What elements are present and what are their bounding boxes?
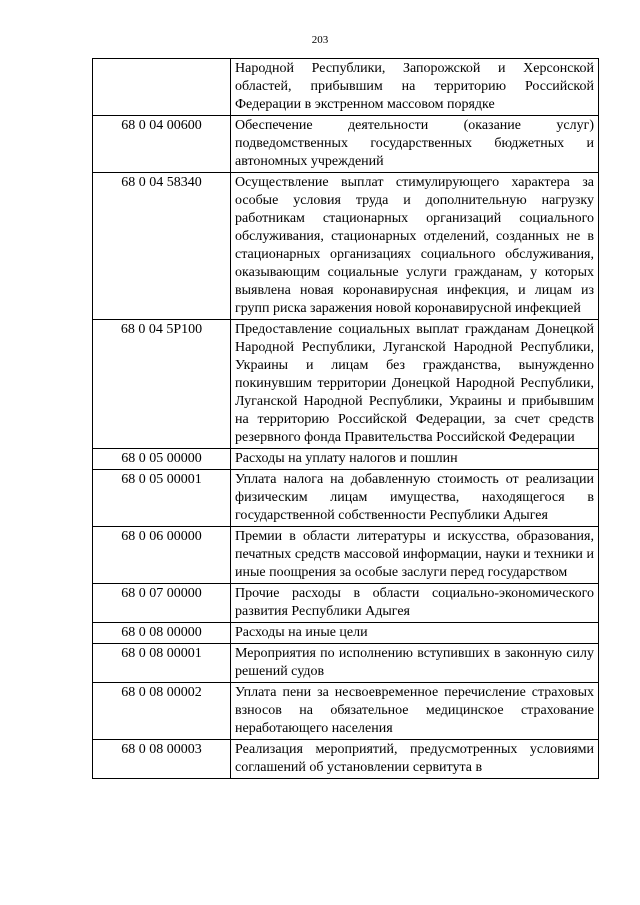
table-row [93, 623, 599, 644]
description-cell: Премии в области литературы и искусства, образования, печатных средств массовой информации, науки и техники и иные поощрения за особые заслуги перед государством [231, 527, 599, 584]
code-cell [93, 59, 231, 116]
table-row [93, 644, 599, 683]
table-row [93, 116, 599, 173]
description-cell: Народной Республики, Запорожской и Херсонской областей, прибывшим на территорию Российской Федерации в экстренном массовом порядке [231, 59, 599, 116]
description-cell: Обеспечение деятельности (оказание услуг) подведомственных государственных бюджетных и автономных учреждений [231, 116, 599, 173]
description-cell: Реализация мероприятий, предусмотренных условиями соглашений об установлении сервитута в [231, 740, 599, 779]
description-cell: Прочие расходы в области социально-экономического развития Республики Адыгея [231, 584, 599, 623]
code-cell: 68 0 08 00003 [93, 740, 231, 779]
table-row [93, 740, 599, 779]
table-row [93, 584, 599, 623]
table-row [93, 683, 599, 740]
description-cell: Осуществление выплат стимулирующего характера за особые условия труда и дополнительную нагрузку работникам стационарных организаций социального обслуживания, стационарных отделений, созданных не в стационарных организациях социального обслуживания, оказывающим социальные услуги гражданам, у которых выявлена новая коронавирусная инфекция, и лицам из групп риска заражения новой коронавирусной инфекцией [231, 173, 599, 320]
code-cell: 68 0 05 00000 [93, 449, 231, 470]
page-number: 203 [311, 34, 329, 46]
code-cell: 68 0 04 00600 [93, 116, 231, 173]
code-cell: 68 0 04 5P100 [93, 320, 231, 449]
code-cell: 68 0 08 00002 [93, 683, 231, 740]
table-row [93, 320, 599, 449]
description-cell: Мероприятия по исполнению вступивших в законную силу решений судов [231, 644, 599, 683]
code-cell: 68 0 08 00001 [93, 644, 231, 683]
table-row [93, 449, 599, 470]
code-cell: 68 0 04 58340 [93, 173, 231, 320]
code-cell: 68 0 06 00000 [93, 527, 231, 584]
description-cell: Уплата пени за несвоевременное перечисление страховых взносов на обязательное медицинское страхование неработающего населения [231, 683, 599, 740]
description-cell: Предоставление социальных выплат гражданам Донецкой Народной Республики, Луганской Народной Республики, Украины и лицам без гражданства, вынужденно покинувшим территории Донецкой Народной Республики, Луганской Народной Республики, Украины и прибывшим на территорию Российской Федерации, за счет средств резервного фонда Правительства Российской Федерации [231, 320, 599, 449]
description-cell: Расходы на иные цели [231, 623, 599, 644]
description-cell: Уплата налога на добавленную стоимость от реализации физическим лицам имущества, находящегося в государственной собственности Республики Адыгея [231, 470, 599, 527]
table-row [93, 173, 599, 320]
table-row [93, 527, 599, 584]
description-cell: Расходы на уплату налогов и пошлин [231, 449, 599, 470]
table-row [93, 59, 599, 116]
code-cell: 68 0 08 00000 [93, 623, 231, 644]
code-cell: 68 0 07 00000 [93, 584, 231, 623]
table-row [93, 470, 599, 527]
code-cell: 68 0 05 00001 [93, 470, 231, 527]
budget-classification-table [92, 58, 599, 779]
